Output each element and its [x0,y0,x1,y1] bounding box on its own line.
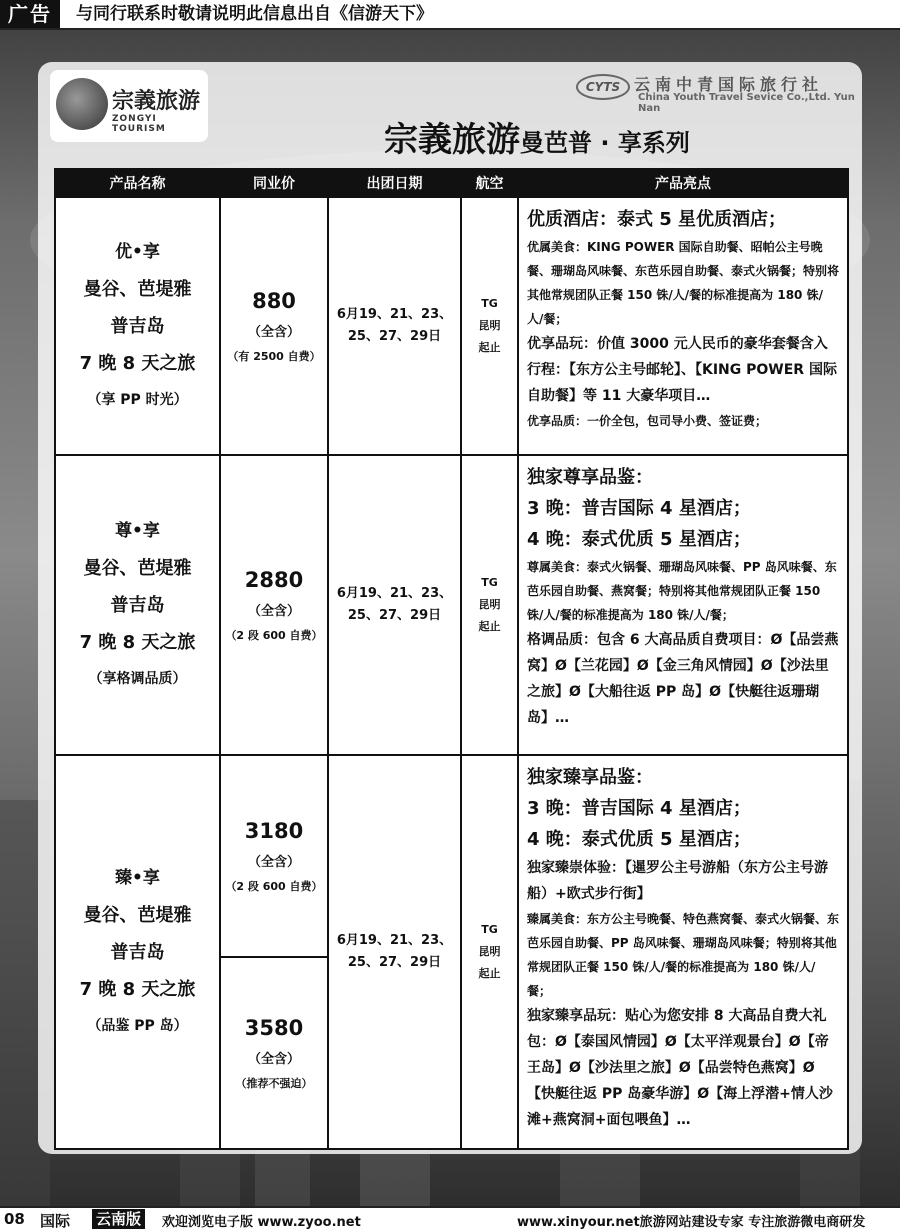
product-duration: 7 晚 8 天之旅 [79,631,196,653]
product-name-cell [55,455,220,755]
highlight-line: 4 晚：泰式优质 5 星酒店； [527,829,751,850]
header-cell: 产品亮点 [518,169,848,197]
product-route: 曼谷、芭堤雅 [83,557,192,579]
product-name: 臻•享 [115,867,160,888]
highlight-line: 独家臻享品玩：贴心为您安排 8 大高品自费大礼包：Ø【泰国风情园】Ø【太平洋观景台】Ø【帝王岛】Ø【沙法里之旅】Ø【品尝特色燕窝】Ø【快艇往返 PP 岛豪华游】Ø【海上浮潜+情人沙滩+燕窝洞+面包喂鱼】… [527,1008,833,1128]
page-title [384,112,690,161]
footer-bar [0,1206,900,1232]
product-name-cell [55,197,220,455]
date-line: 25、27、29日 [347,955,442,970]
logo-subtext: ZONGYI TOURISM [112,114,166,134]
highlights-cell [518,455,848,755]
header-cell: 航空 [461,169,518,197]
table-row [55,755,848,957]
product-route: 普吉岛 [110,315,165,337]
price-value: 3180 [244,818,304,843]
highlight-line: 3 晚：普吉国际 4 星酒店； [527,498,751,519]
footer-left-text: 欢迎浏览电子版 www.zyoo.net [162,1215,361,1230]
highlight-line: 臻属美食：东方公主号晚餐、特色燕窝餐、泰式火锅餐、东芭乐园自助餐、PP 岛风味餐、珊瑚岛风味餐；特别将其他常规团队正餐 150 铢/人/餐的标准提高为 180 铢/人/餐； [527,912,840,998]
highlight-line: 3 晚：普吉国际 4 星酒店； [527,798,751,819]
agency-name-en: China Youth Travel Sevice Co.,Ltd. Yun Nan [638,92,855,114]
product-route: 曼谷、芭堤雅 [83,278,192,300]
highlight-line: 独家臻崇体验：【暹罗公主号游船（东方公主号游船）+欧式步行街】 [527,860,828,902]
highlight-line: 独家尊享品鉴： [527,467,653,488]
product-route: 普吉岛 [110,594,165,616]
table-header-row [55,169,848,197]
airline-note: 起止 [478,967,501,980]
airline-note: 起止 [478,341,501,354]
highlight-line: 4 晚：泰式优质 5 星酒店； [527,529,751,550]
section-label: 国际 [40,1212,71,1230]
header-cell: 出团日期 [328,169,461,197]
product-tagline: （享 PP 时光） [87,391,188,408]
source-notice: 与同行联系时敬请说明此信息出自《信游天下》 [76,4,433,24]
title-main: 宗義旅游 [384,120,520,160]
product-route: 普吉岛 [110,941,165,963]
table-row [55,197,848,455]
price-inclusive: （全含） [247,324,300,340]
product-name-cell [55,755,220,1149]
highlight-line: 优享品质：一价全包，包司导小费、签证费； [527,414,768,428]
date-cell [328,197,461,455]
date-line: 25、27、29日 [347,329,442,344]
price-inclusive: （全含） [247,603,300,619]
airline-city: 昆明 [478,319,501,332]
agency-name: 云南中青国际旅行社 [634,75,824,94]
price-inclusive: （全含） [247,854,300,870]
date-line: 25、27、29日 [347,608,442,623]
date-line: 6月19、21、23、 [336,586,453,601]
airline-code: TG [481,576,498,589]
highlights-cell [518,755,848,1149]
page-number: 08 [4,1210,25,1228]
footprint-logo-icon [56,78,108,130]
product-name: 尊•享 [115,520,160,541]
table-row [55,455,848,755]
price-cell [220,197,328,455]
price-cell [220,957,328,1149]
airline-code: TG [481,923,498,936]
highlights-cell [518,197,848,455]
highlight-line: 优享品玩：价值 3000 元人民币的豪华套餐含入行程：【东方公主号邮轮】、【KING POWER 国际自助餐】等 11 大豪华项目… [527,336,837,404]
highlight-line: 尊属美食：泰式火锅餐、珊瑚岛风味餐、PP 岛风味餐、东芭乐园自助餐、燕窝餐；特别将其他常规团队正餐 150 铢/人/餐的标准提高为 180 铢/人/餐； [527,560,837,622]
price-cell [220,755,328,957]
zongyi-logo [50,70,208,142]
airline-cell [461,755,518,1149]
highlight-line: 优属美食：KING POWER 国际自助餐、昭帕公主号晚餐、珊瑚岛风味餐、东芭乐园自助餐、泰式火锅餐；特别将其他常规团队正餐 150 铢/人/餐的标准提高为 180 铢/人/餐； [527,240,840,326]
highlight-line: 独家臻享品鉴： [527,767,653,788]
highlight-line: 优质酒店：泰式 5 星优质酒店； [527,209,787,230]
airline-note: 起止 [478,620,501,633]
footer-right-text: www.xinyour.net旅游网站建设专家 专注旅游微电商研发 [517,1215,866,1230]
product-tagline: （品鉴 PP 岛） [87,1017,188,1034]
date-cell [328,755,461,1149]
product-route: 曼谷、芭堤雅 [83,904,192,926]
date-line: 6月19、21、23、 [336,307,453,322]
region-badge: 云南版 [92,1209,145,1229]
price-inclusive: （全含） [247,1051,300,1067]
airline-cell [461,197,518,455]
price-note: （2 段 600 自费） [225,879,323,893]
price-cell [220,455,328,755]
ad-label: 广告 [0,0,60,28]
price-note: （有 2500 自费） [227,349,321,363]
product-duration: 7 晚 8 天之旅 [79,352,196,374]
header-cell: 产品名称 [55,169,220,197]
product-tagline: （享格调品质） [88,670,187,687]
title-sub: 曼芭普 · 享系列 [520,129,690,157]
date-cell [328,455,461,755]
airline-cell [461,455,518,755]
header-cell: 同业价 [220,169,328,197]
date-line: 6月19、21、23、 [336,933,453,948]
product-table [54,168,849,1150]
airline-code: TG [481,297,498,310]
price-note: （2 段 600 自费） [225,628,323,642]
price-value: 880 [252,288,296,313]
top-bar [0,0,900,30]
price-value: 2880 [244,567,304,592]
airline-city: 昆明 [478,945,501,958]
product-duration: 7 晚 8 天之旅 [79,978,196,1000]
price-note: （推荐不强迫） [235,1076,313,1090]
highlight-line: 格调品质：包含 6 大高品质自费项目：Ø【品尝燕窝】Ø【兰花园】Ø【金三角风情园】Ø【沙法里之旅】Ø【大船往返 PP 岛】Ø【快艇往返珊瑚岛】… [527,632,839,726]
cyts-logo-icon: CYTS [576,74,630,100]
price-value: 3580 [244,1015,304,1040]
airline-city: 昆明 [478,598,501,611]
product-name: 优•享 [115,241,160,262]
logo-text: 宗義旅游 [112,89,201,114]
